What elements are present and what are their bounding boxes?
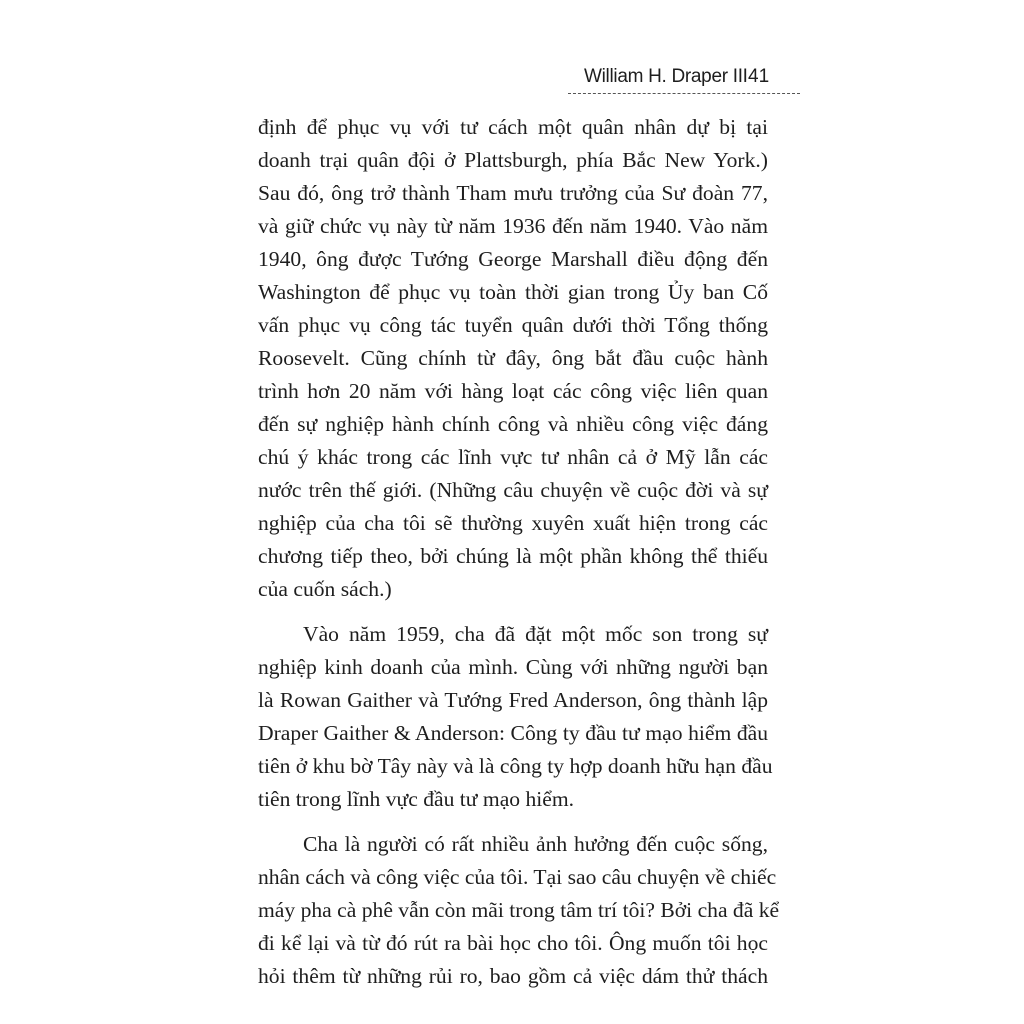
paragraph-1 [258, 111, 768, 606]
text-line: nước trên thế giới. (Những câu chuyện về cuộc đời và sự [258, 478, 768, 502]
paragraph-3 [258, 828, 780, 993]
page-number: 41 [748, 66, 770, 87]
header-dashed-rule [568, 93, 800, 94]
text-line: nghiệp kinh doanh của mình. Cùng với những người bạn [258, 655, 768, 679]
text-line: Vào năm 1959, cha đã đặt một mốc son trong sự [303, 622, 768, 646]
text-line: hỏi thêm từ những rủi ro, bao gồm cả việc dám thử thách [258, 964, 768, 988]
text-line: máy pha cà phê vẫn còn mãi trong tâm trí tôi? Bởi cha đã kể [258, 898, 780, 922]
text-line: chương tiếp theo, bởi chúng là một phần không thể thiếu [258, 544, 768, 568]
text-line: tiên trong lĩnh vực đầu tư mạo hiểm. [258, 787, 575, 811]
text-line: Sau đó, ông trở thành Tham mưu trưởng của Sư đoàn 77, [258, 181, 768, 205]
text-line: nghiệp của cha tôi sẽ thường xuyên xuất hiện trong các [258, 511, 768, 535]
text-line: tiên ở khu bờ Tây này và là công ty hợp doanh hữu hạn đầu [258, 754, 773, 778]
text-line: Draper Gaither & Anderson: Công ty đầu tư mạo hiểm đầu [258, 721, 768, 745]
text-line: là Rowan Gaither và Tướng Fred Anderson, ông thành lập [258, 688, 768, 712]
text-line: đến sự nghiệp hành chính công và nhiều công việc đáng [258, 412, 768, 436]
running-header [568, 62, 800, 96]
text-line: Roosevelt. Cũng chính từ đây, ông bắt đầu cuộc hành [258, 346, 768, 370]
text-line: doanh trại quân đội ở Plattsburgh, phía Bắc New York.) [258, 148, 768, 172]
text-line: chú ý khác trong các lĩnh vực tư nhân cả ở Mỹ lẫn các [258, 445, 768, 469]
paragraph-2 [258, 618, 773, 816]
running-title: William H. Draper III [584, 66, 748, 87]
text-line: và giữ chức vụ này từ năm 1936 đến năm 1940. Vào năm [258, 214, 768, 238]
text-line: Washington để phục vụ toàn thời gian trong Ủy ban Cố [258, 280, 768, 304]
body-text [258, 111, 780, 1005]
text-line: trình hơn 20 năm với hàng loạt các công việc liên quan [258, 379, 768, 403]
text-line: Cha là người có rất nhiều ảnh hưởng đến cuộc sống, [303, 832, 768, 856]
text-line: nhân cách và công việc của tôi. Tại sao câu chuyện về chiếc [258, 865, 777, 889]
text-line: đi kể lại và từ đó rút ra bài học cho tôi. Ông muốn tôi học [258, 931, 768, 955]
text-line: định để phục vụ với tư cách một quân nhân dự bị tại [258, 115, 768, 139]
text-line: của cuốn sách.) [258, 577, 392, 601]
text-line: 1940, ông được Tướng George Marshall điều động đến [258, 247, 768, 271]
text-line: vấn phục vụ công tác tuyển quân dưới thời Tổng thống [258, 313, 768, 337]
